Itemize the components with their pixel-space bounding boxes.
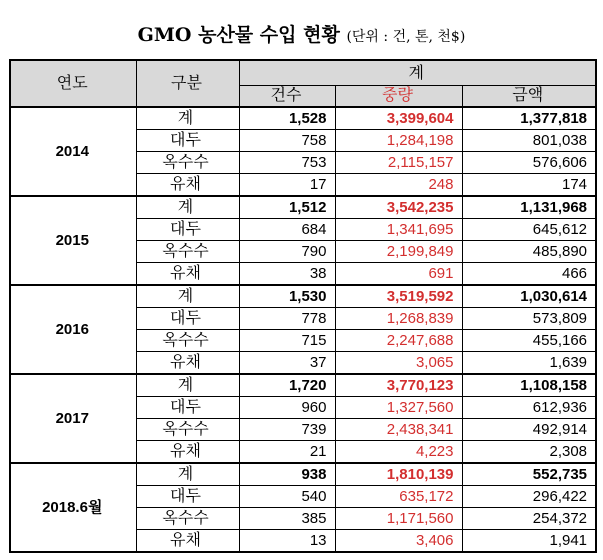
category-cell: 유채 (136, 441, 239, 464)
count-cell: 17 (239, 174, 335, 197)
count-cell: 758 (239, 130, 335, 152)
category-cell: 계 (136, 374, 239, 397)
count-cell: 1,512 (239, 196, 335, 219)
category-cell: 유채 (136, 174, 239, 197)
category-cell: 옥수수 (136, 152, 239, 174)
count-cell: 778 (239, 308, 335, 330)
amount-cell: 492,914 (462, 419, 596, 441)
count-cell: 21 (239, 441, 335, 464)
count-cell: 739 (239, 419, 335, 441)
amount-cell: 612,936 (462, 397, 596, 419)
amount-cell: 455,166 (462, 330, 596, 352)
weight-cell: 3,770,123 (335, 374, 462, 397)
category-cell: 대두 (136, 130, 239, 152)
count-cell: 1,528 (239, 107, 335, 130)
year-cell: 2018.6월 (10, 463, 136, 552)
weight-cell: 635,172 (335, 486, 462, 508)
count-cell: 38 (239, 263, 335, 286)
count-cell: 753 (239, 152, 335, 174)
weight-cell: 3,399,604 (335, 107, 462, 130)
category-cell: 옥수수 (136, 330, 239, 352)
header-group-total: 계 (239, 60, 596, 86)
amount-cell: 254,372 (462, 508, 596, 530)
category-cell: 유채 (136, 352, 239, 375)
weight-cell: 1,268,839 (335, 308, 462, 330)
count-cell: 715 (239, 330, 335, 352)
weight-cell: 248 (335, 174, 462, 197)
weight-cell: 2,115,157 (335, 152, 462, 174)
amount-cell: 552,735 (462, 463, 596, 486)
category-cell: 계 (136, 463, 239, 486)
title-main: GMO 농산물 수입 현황 (137, 24, 340, 46)
amount-cell: 576,606 (462, 152, 596, 174)
amount-cell: 573,809 (462, 308, 596, 330)
weight-cell: 2,247,688 (335, 330, 462, 352)
category-cell: 대두 (136, 219, 239, 241)
category-cell: 대두 (136, 486, 239, 508)
weight-cell: 3,519,592 (335, 285, 462, 308)
weight-cell: 1,341,695 (335, 219, 462, 241)
weight-cell: 4,223 (335, 441, 462, 464)
count-cell: 1,530 (239, 285, 335, 308)
category-cell: 대두 (136, 397, 239, 419)
weight-cell: 3,406 (335, 530, 462, 553)
table-row (10, 285, 596, 308)
weight-cell: 2,199,849 (335, 241, 462, 263)
table-row (10, 107, 596, 130)
count-cell: 540 (239, 486, 335, 508)
category-cell: 대두 (136, 308, 239, 330)
count-cell: 960 (239, 397, 335, 419)
header-count: 건수 (239, 86, 335, 108)
table-body (10, 107, 596, 552)
category-cell: 유채 (136, 530, 239, 553)
title-unit: (단위 : 건, 톤, 천$) (346, 29, 466, 45)
amount-cell: 645,612 (462, 219, 596, 241)
header-year: 연도 (10, 60, 136, 107)
category-cell: 옥수수 (136, 241, 239, 263)
header-category: 구분 (136, 60, 239, 107)
amount-cell: 466 (462, 263, 596, 286)
count-cell: 13 (239, 530, 335, 553)
year-cell: 2014 (10, 107, 136, 196)
amount-cell: 801,038 (462, 130, 596, 152)
count-cell: 684 (239, 219, 335, 241)
count-cell: 1,720 (239, 374, 335, 397)
count-cell: 790 (239, 241, 335, 263)
year-cell: 2016 (10, 285, 136, 374)
category-cell: 계 (136, 196, 239, 219)
amount-cell: 1,030,614 (462, 285, 596, 308)
amount-cell: 174 (462, 174, 596, 197)
category-cell: 옥수수 (136, 419, 239, 441)
count-cell: 938 (239, 463, 335, 486)
count-cell: 37 (239, 352, 335, 375)
table-row (10, 463, 596, 486)
amount-cell: 2,308 (462, 441, 596, 464)
year-cell: 2017 (10, 374, 136, 463)
amount-cell: 1,131,968 (462, 196, 596, 219)
weight-cell: 1,810,139 (335, 463, 462, 486)
year-cell: 2015 (10, 196, 136, 285)
header-amount: 금액 (462, 86, 596, 108)
weight-cell: 1,171,560 (335, 508, 462, 530)
category-cell: 계 (136, 285, 239, 308)
amount-cell: 1,108,158 (462, 374, 596, 397)
amount-cell: 1,639 (462, 352, 596, 375)
count-cell: 385 (239, 508, 335, 530)
table-row (10, 374, 596, 397)
weight-cell: 1,284,198 (335, 130, 462, 152)
header-weight: 중량 (335, 86, 462, 108)
weight-cell: 691 (335, 263, 462, 286)
amount-cell: 485,890 (462, 241, 596, 263)
weight-cell: 3,542,235 (335, 196, 462, 219)
category-cell: 계 (136, 107, 239, 130)
weight-cell: 3,065 (335, 352, 462, 375)
gmo-import-table (9, 59, 597, 553)
amount-cell: 1,377,818 (462, 107, 596, 130)
page-title (0, 20, 603, 47)
table-row (10, 196, 596, 219)
amount-cell: 296,422 (462, 486, 596, 508)
weight-cell: 1,327,560 (335, 397, 462, 419)
category-cell: 유채 (136, 263, 239, 286)
amount-cell: 1,941 (462, 530, 596, 553)
category-cell: 옥수수 (136, 508, 239, 530)
weight-cell: 2,438,341 (335, 419, 462, 441)
